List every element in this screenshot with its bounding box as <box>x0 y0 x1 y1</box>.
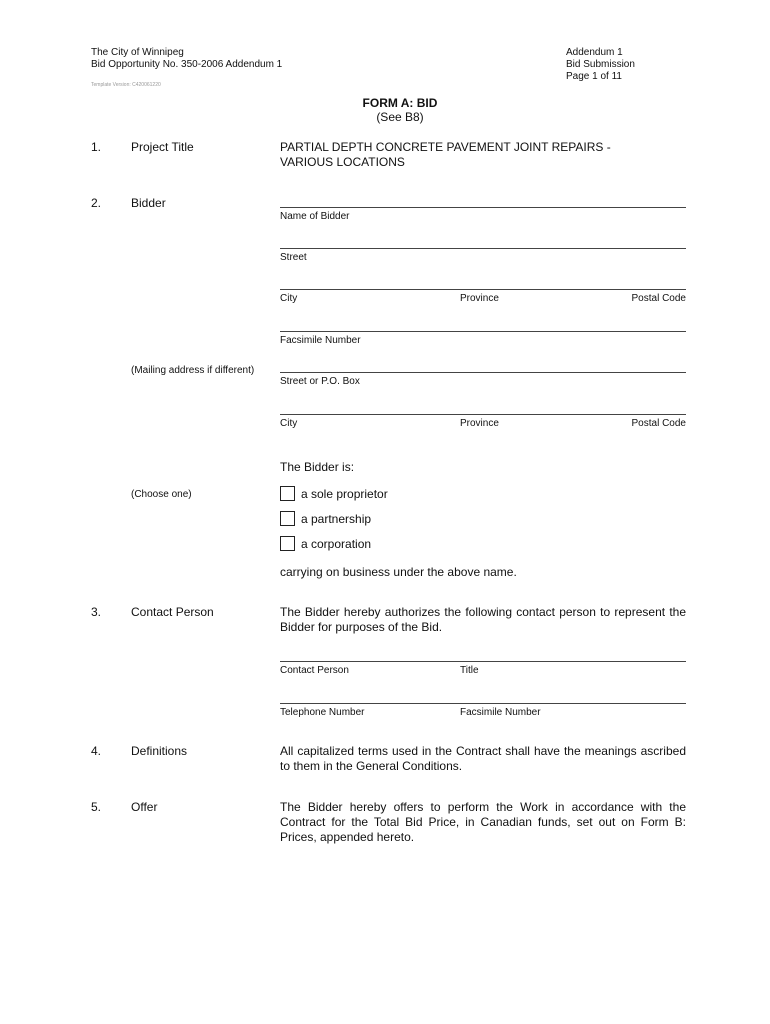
project-title-line1: PARTIAL DEPTH CONCRETE PAVEMENT JOINT REPAIRS - <box>280 140 611 154</box>
corporation-label: a corporation <box>301 537 372 551</box>
province-label: Province <box>460 293 499 304</box>
header-right-line1: Addendum 1 <box>566 47 623 58</box>
header-left-line1: The City of Winnipeg <box>91 47 184 58</box>
facsimile-label: Facsimile Number <box>280 335 361 346</box>
header-right-line3: Page 1 of 11 <box>566 71 622 82</box>
street-po-label: Street or P.O. Box <box>280 376 360 387</box>
section-5-label: Offer <box>131 800 158 814</box>
form-subtitle: (See B8) <box>376 110 424 124</box>
sole-proprietor-checkbox[interactable] <box>280 486 295 501</box>
contact-title-label: Title <box>460 665 479 676</box>
city-province-postal-line[interactable] <box>280 289 686 290</box>
city-label: City <box>280 293 298 304</box>
form-title: FORM A: BID <box>362 96 438 110</box>
contact-person-text: The Bidder hereby authorizes the following contact person to represent the Bidder for purposes of the Bid. <box>280 605 686 634</box>
postal-code-label: Postal Code <box>631 293 686 304</box>
mailing-city-label: City <box>280 418 298 429</box>
section-1-number: 1. <box>91 140 102 154</box>
telephone-facsimile-line[interactable] <box>280 703 686 704</box>
contact-facsimile-label: Facsimile Number <box>460 707 541 718</box>
mailing-postal-code-label: Postal Code <box>631 418 686 429</box>
telephone-number-label: Telephone Number <box>280 707 365 718</box>
partnership-label: a partnership <box>301 512 372 526</box>
section-2-number: 2. <box>91 196 102 210</box>
section-4-label: Definitions <box>131 744 188 758</box>
carrying-on-business-text: carrying on business under the above name. <box>280 565 517 579</box>
offer-text: The Bidder hereby offers to perform the Work in accordance with the Contract for the Total Bid Price, in Canadian funds, set out on Form B: Prices, appended hereto. <box>280 800 686 844</box>
section-2-label: Bidder <box>131 196 166 210</box>
section-1-label: Project Title <box>131 140 194 154</box>
section-3-number: 3. <box>91 605 102 619</box>
sole-proprietor-label: a sole proprietor <box>301 487 388 501</box>
corporation-checkbox[interactable] <box>280 536 295 551</box>
bidder-is-label: The Bidder is: <box>280 460 355 474</box>
section-4-number: 4. <box>91 744 102 758</box>
partnership-checkbox[interactable] <box>280 511 295 526</box>
choose-one-label: (Choose one) <box>131 489 192 500</box>
section-3-label: Contact Person <box>131 605 214 619</box>
section-5-number: 5. <box>91 800 102 814</box>
contact-person-line[interactable] <box>280 661 686 662</box>
name-of-bidder-label: Name of Bidder <box>280 211 350 222</box>
name-of-bidder-line[interactable] <box>280 207 686 208</box>
header-left-line2: Bid Opportunity No. 350-2006 Addendum 1 <box>91 59 283 70</box>
contact-person-field-label: Contact Person <box>280 665 349 676</box>
mailing-province-label: Province <box>460 418 499 429</box>
street-label: Street <box>280 252 307 263</box>
facsimile-line[interactable] <box>280 331 686 332</box>
mailing-city-line[interactable] <box>280 414 686 415</box>
definitions-text: All capitalized terms used in the Contract shall have the meanings ascribed to them in the General Conditions. <box>280 744 686 773</box>
street-po-line[interactable] <box>280 372 686 373</box>
header-right-line2: Bid Submission <box>566 59 635 70</box>
template-version: Template Version: C420061220 <box>91 82 161 88</box>
street-line[interactable] <box>280 248 686 249</box>
mailing-address-label: (Mailing address if different) <box>131 365 255 376</box>
project-title-line2: VARIOUS LOCATIONS <box>280 155 405 169</box>
